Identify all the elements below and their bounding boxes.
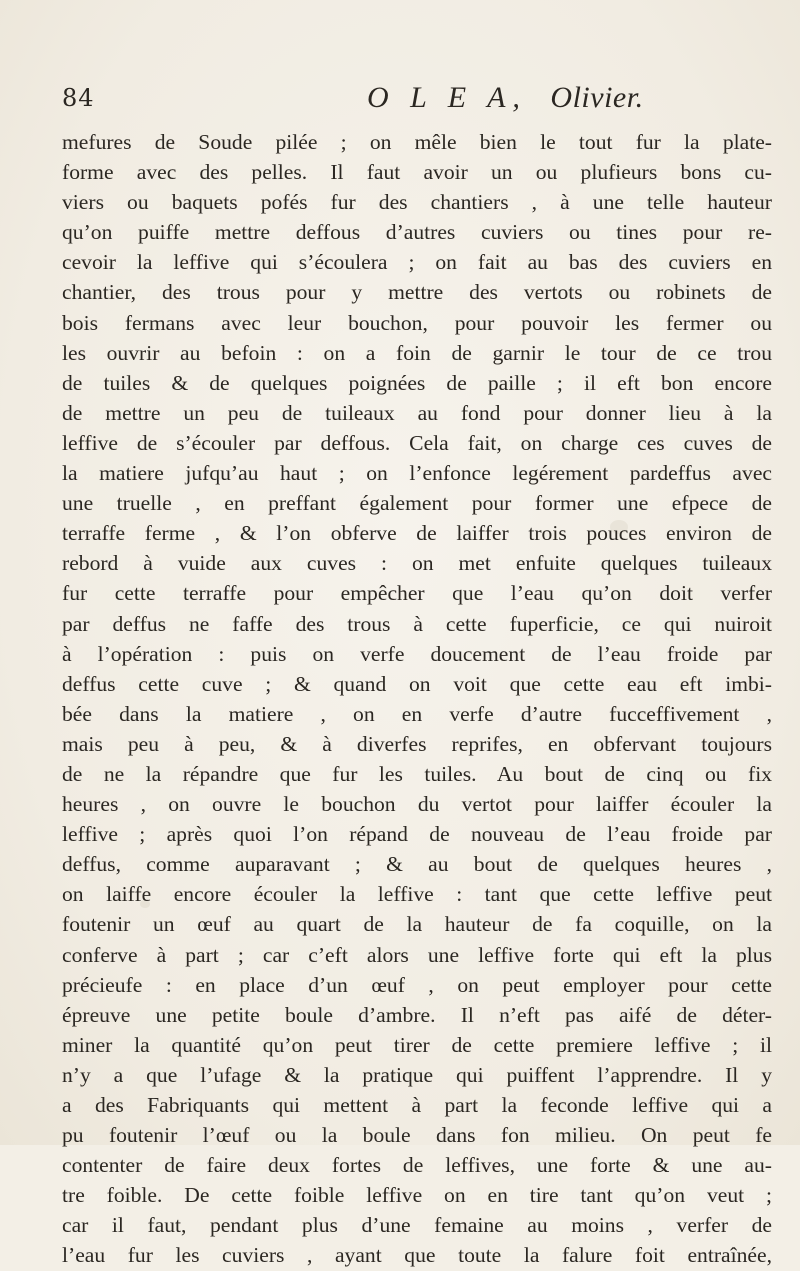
text-line: de mettre un peu de tuileaux au fond pour donner lieu à la [62,400,772,425]
text-line: leffive de s’écouler par deffous. Cela fait, on charge ces cuves de [62,430,772,455]
text-line: deffus cette cuve ; & quand on voit que cette eau eft imbi- [62,671,772,696]
text-line: de ne la répandre que fur les tuiles. Au bout de cinq ou fix [62,761,772,786]
text-line: à l’opération : puis on verfe doucement de l’eau froide par [62,641,772,666]
text-line: fur cette terraffe pour empêcher que l’eau qu’on doit verfer [62,581,772,606]
text-line: n’y a que l’ufage & la pratique qui puiffent l’apprendre. Il y [62,1062,772,1087]
text-line: miner la quantité qu’on peut tirer de cette premiere leffive ; il [62,1032,772,1057]
text-line: contenter de faire deux fortes de leffives, une forte & une au- [62,1153,772,1178]
text-line: de tuiles & de quelques poignées de paille ; il eft bon encore [62,370,772,395]
text-line: a des Fabriquants qui mettent à part la feconde leffive qui a [62,1093,772,1117]
text-line: car il faut, pendant plus d’une femaine au moins , verfer de [62,1213,772,1238]
text-line: chantier, des trous pour y mettre des vertots ou robinets de [62,280,772,305]
page-header [62,81,770,124]
text-line: épreuve une petite boule d’ambre. Il n’eft pas aifé de déter- [62,1002,772,1027]
text-line: précieufe : en place d’un œuf , on peut employer pour cette [62,972,772,997]
text-line: heures , on ouvre le bouchon du vertot pour laiffer écouler la [62,792,772,817]
text-line: l’eau fur les cuviers , ayant que toute la falure foit entraînée, [62,1243,772,1268]
text-line: cevoir la leffive qui s’écoulera ; on fait au bas des cuviers en [62,250,772,275]
running-head-subtitle: Olivier. [550,81,644,114]
text-line: bois fermans avec leur bouchon, pour pouvoir les fermer ou [62,310,772,335]
text-line: par deffus ne faffe des trous à cette fuperficie, ce qui nuiroit [62,611,772,636]
text-line: mais peu à peu, & à diverfes reprifes, en obfervant toujours [62,731,772,756]
text-line: leffive ; après quoi l’on répand de nouveau de l’eau froide par [62,822,772,847]
text-line: bée dans la matiere , on en verfe d’autre fucceffivement , [62,701,772,726]
text-line: tre foible. De cette foible leffive on en tire tant qu’on veut ; [62,1183,772,1208]
body-text [62,127,772,1271]
text-line: mefures de Soude pilée ; on mêle bien le tout fur la plate- [62,130,772,154]
text-line: viers ou baquets pofés fur des chantiers , à une telle hauteur [62,190,772,215]
text-line: foutenir un œuf au quart de la hauteur de fa coquille, on la [62,912,772,937]
text-line: qu’on puiffe mettre deffous d’autres cuviers ou tines pour re- [62,220,772,245]
page-number: 84 [62,84,95,112]
text-line: rebord à vuide aux cuves : on met enfuite quelques tuileaux [62,551,772,576]
text-line: une truelle , en preffant également pour former une efpece de [62,491,772,516]
running-head [367,81,644,115]
text-line: conferve à part ; car c’eft alors une leffive forte qui eft la plus [62,942,772,967]
text-line: forme avec des pelles. Il faut avoir un ou plufieurs bons cu- [62,160,772,185]
text-line: terraffe ferme , & l’on obferve de laiffer trois pouces environ de [62,521,772,546]
text-line: deffus, comme auparavant ; & au bout de quelques heures , [62,852,772,877]
text-line: pu foutenir l’œuf ou la boule dans fon milieu. On peut fe [62,1123,772,1148]
text-line: on laiffe encore écouler la leffive : tant que cette leffive peut [62,882,772,907]
text-line: la matiere jufqu’au haut ; on l’enfonce legérement pardeffus avec [62,461,772,486]
running-head-title: O L E A, [367,81,527,114]
text-line: les ouvrir au befoin : on a foin de garnir le tour de ce trou [62,340,772,365]
